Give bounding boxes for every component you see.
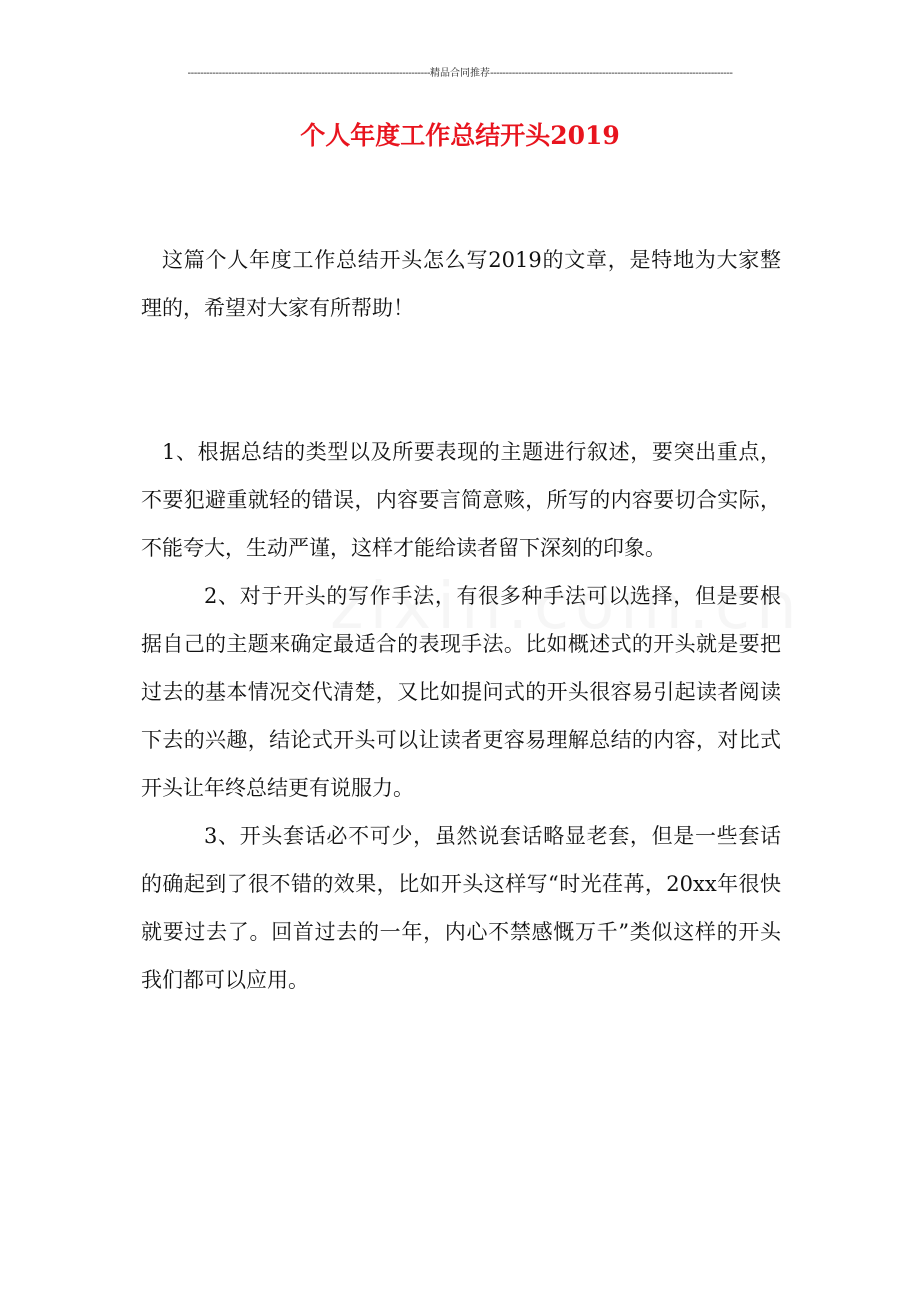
- document-title: 个人年度工作总结开头2019: [300, 121, 620, 150]
- paragraph-gap: [141, 332, 781, 428]
- intro-paragraph: 这篇个人年度工作总结开头怎么写2019的文章，是特地为大家整理的，希望对大家有所帮助！: [141, 248, 781, 320]
- header-label: 精品合同推荐: [430, 68, 490, 79]
- header-dashes-right: ------------------------------------------------------------------------------: [490, 68, 733, 79]
- header-dashes-left: ------------------------------------------------------------------------------: [187, 68, 430, 79]
- paragraph-2: 2、对于开头的写作手法，有很多种手法可以选择，但是要根据自己的主题来确定最适合的表现手法。比如概述式的开头就是要把过去的基本情况交代清楚，又比如提问式的开头很容易引起读者阅读下去的兴趣，结论式开头可以让读者更容易理解总结的内容，对比式开头让年终总结更有说服力。: [141, 584, 781, 800]
- document-body: [141, 236, 781, 1004]
- header-rule: [140, 66, 780, 82]
- paragraph-3: 3、开头套话必不可少，虽然说套话略显老套，但是一些套话的确起到了很不错的效果，比如开头这样写“时光荏苒，20xx年很快就要过去了。回首过去的一年，内心不禁感慨万千”类似这样的开头我们都可以应用。: [141, 824, 781, 992]
- paragraph-1: 1、根据总结的类型以及所要表现的主题进行叙述，要突出重点，不要犯避重就轻的错误，内容要言简意赅，所写的内容要切合实际，不能夸大，生动严谨，这样才能给读者留下深刻的印象。: [141, 440, 781, 560]
